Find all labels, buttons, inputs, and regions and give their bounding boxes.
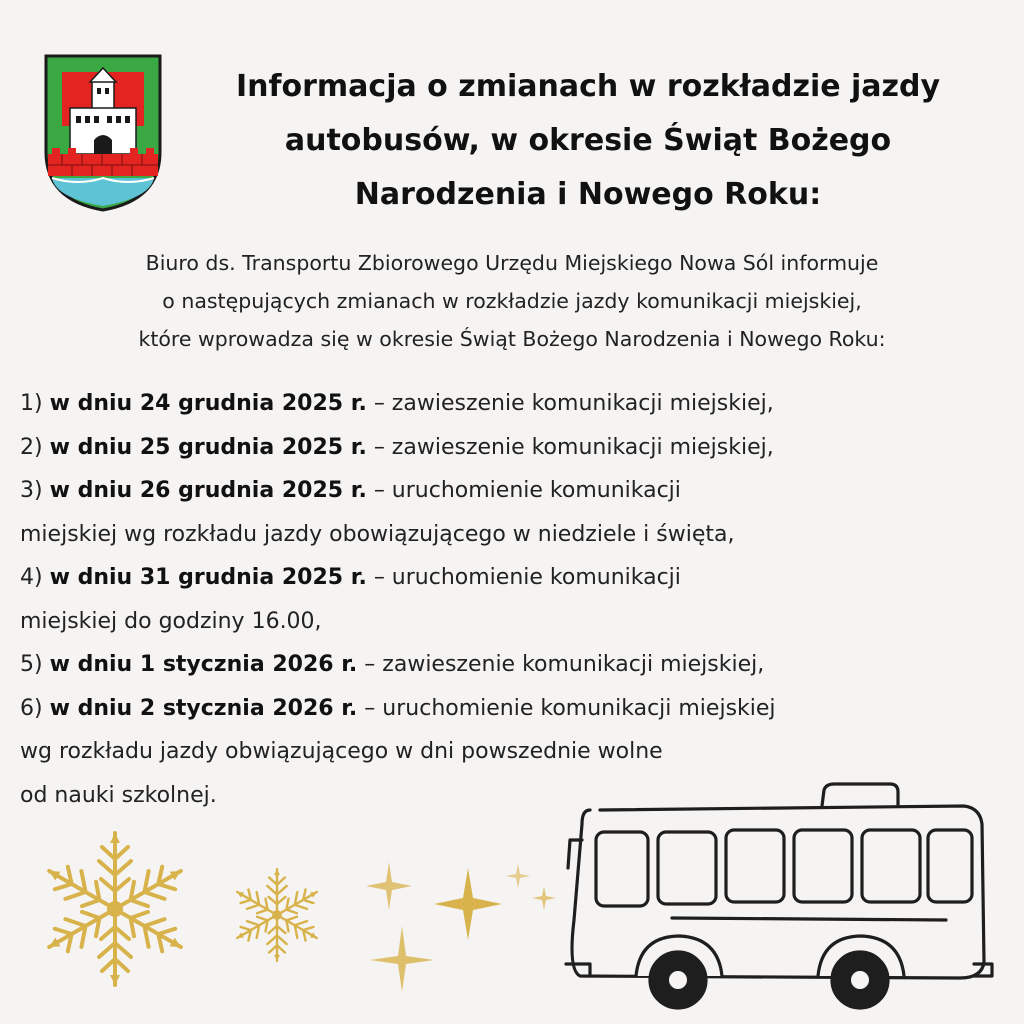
item-description: – zawieszenie komunikacji miejskiej, bbox=[373, 434, 774, 460]
snowflake-icon bbox=[34, 828, 196, 990]
list-item bbox=[20, 556, 1010, 643]
list-item bbox=[20, 426, 1010, 470]
snowflake-icon bbox=[228, 866, 326, 964]
list-item bbox=[20, 643, 1010, 687]
item-number: 2) bbox=[20, 434, 43, 460]
item-description: – uruchomienie komunikacji bbox=[373, 478, 681, 503]
title-line: Informacja o zmianach w rozkładzie jazdy bbox=[235, 69, 941, 104]
item-number: 6) bbox=[20, 695, 43, 721]
list-item bbox=[20, 382, 1010, 426]
item-continuation: od nauki szkolnej. bbox=[20, 782, 217, 808]
item-date: w dniu 1 stycznia 2026 r. bbox=[49, 652, 358, 677]
sparkle-icon bbox=[356, 856, 566, 996]
intro-line: Biuro ds. Transportu Zbiorowego Urzędu Miejskiego Nowa Sól informuje bbox=[145, 251, 879, 275]
item-description: – zawieszenie komunikacji miejskiej, bbox=[373, 391, 774, 416]
title-line: autobusów, w okresie Świąt Bożego bbox=[284, 123, 892, 158]
item-date: w dniu 25 grudnia 2025 r. bbox=[49, 434, 367, 460]
item-number: 1) bbox=[20, 391, 43, 416]
item-continuation: miejskiej do godziny 16.00, bbox=[20, 608, 322, 634]
list-item bbox=[20, 469, 1010, 556]
item-date: w dniu 31 grudnia 2025 r. bbox=[49, 565, 367, 590]
item-continuation: miejskiej wg rozkładu jazdy obowiązującego w niedziele i święta, bbox=[20, 521, 735, 547]
intro-line: które wprowadza się w okresie Świąt Bożego Narodzenia i Nowego Roku: bbox=[138, 327, 886, 351]
item-description: – uruchomienie komunikacji miejskiej bbox=[364, 695, 776, 721]
bus-icon bbox=[560, 780, 1000, 1020]
item-number: 5) bbox=[20, 652, 43, 677]
item-description: – zawieszenie komunikacji miejskiej, bbox=[364, 652, 765, 677]
item-date: w dniu 2 stycznia 2026 r. bbox=[49, 695, 358, 721]
intro-paragraph bbox=[0, 244, 1024, 358]
item-description: – uruchomienie komunikacji bbox=[373, 565, 681, 590]
coat-of-arms-icon bbox=[42, 52, 164, 214]
item-continuation: wg rozkładu jazdy obwiązującego w dni powszednie wolne bbox=[20, 739, 663, 764]
item-number: 3) bbox=[20, 478, 43, 503]
intro-line: o następujących zmianach w rozkładzie jazdy komunikacji miejskiej, bbox=[162, 289, 862, 313]
title-line: Narodzenia i Nowego Roku: bbox=[354, 177, 822, 212]
page-title bbox=[170, 60, 1006, 222]
changes-list bbox=[20, 382, 1010, 817]
item-date: w dniu 26 grudnia 2025 r. bbox=[49, 478, 367, 503]
item-date: w dniu 24 grudnia 2025 r. bbox=[49, 391, 367, 416]
item-number: 4) bbox=[20, 565, 43, 590]
